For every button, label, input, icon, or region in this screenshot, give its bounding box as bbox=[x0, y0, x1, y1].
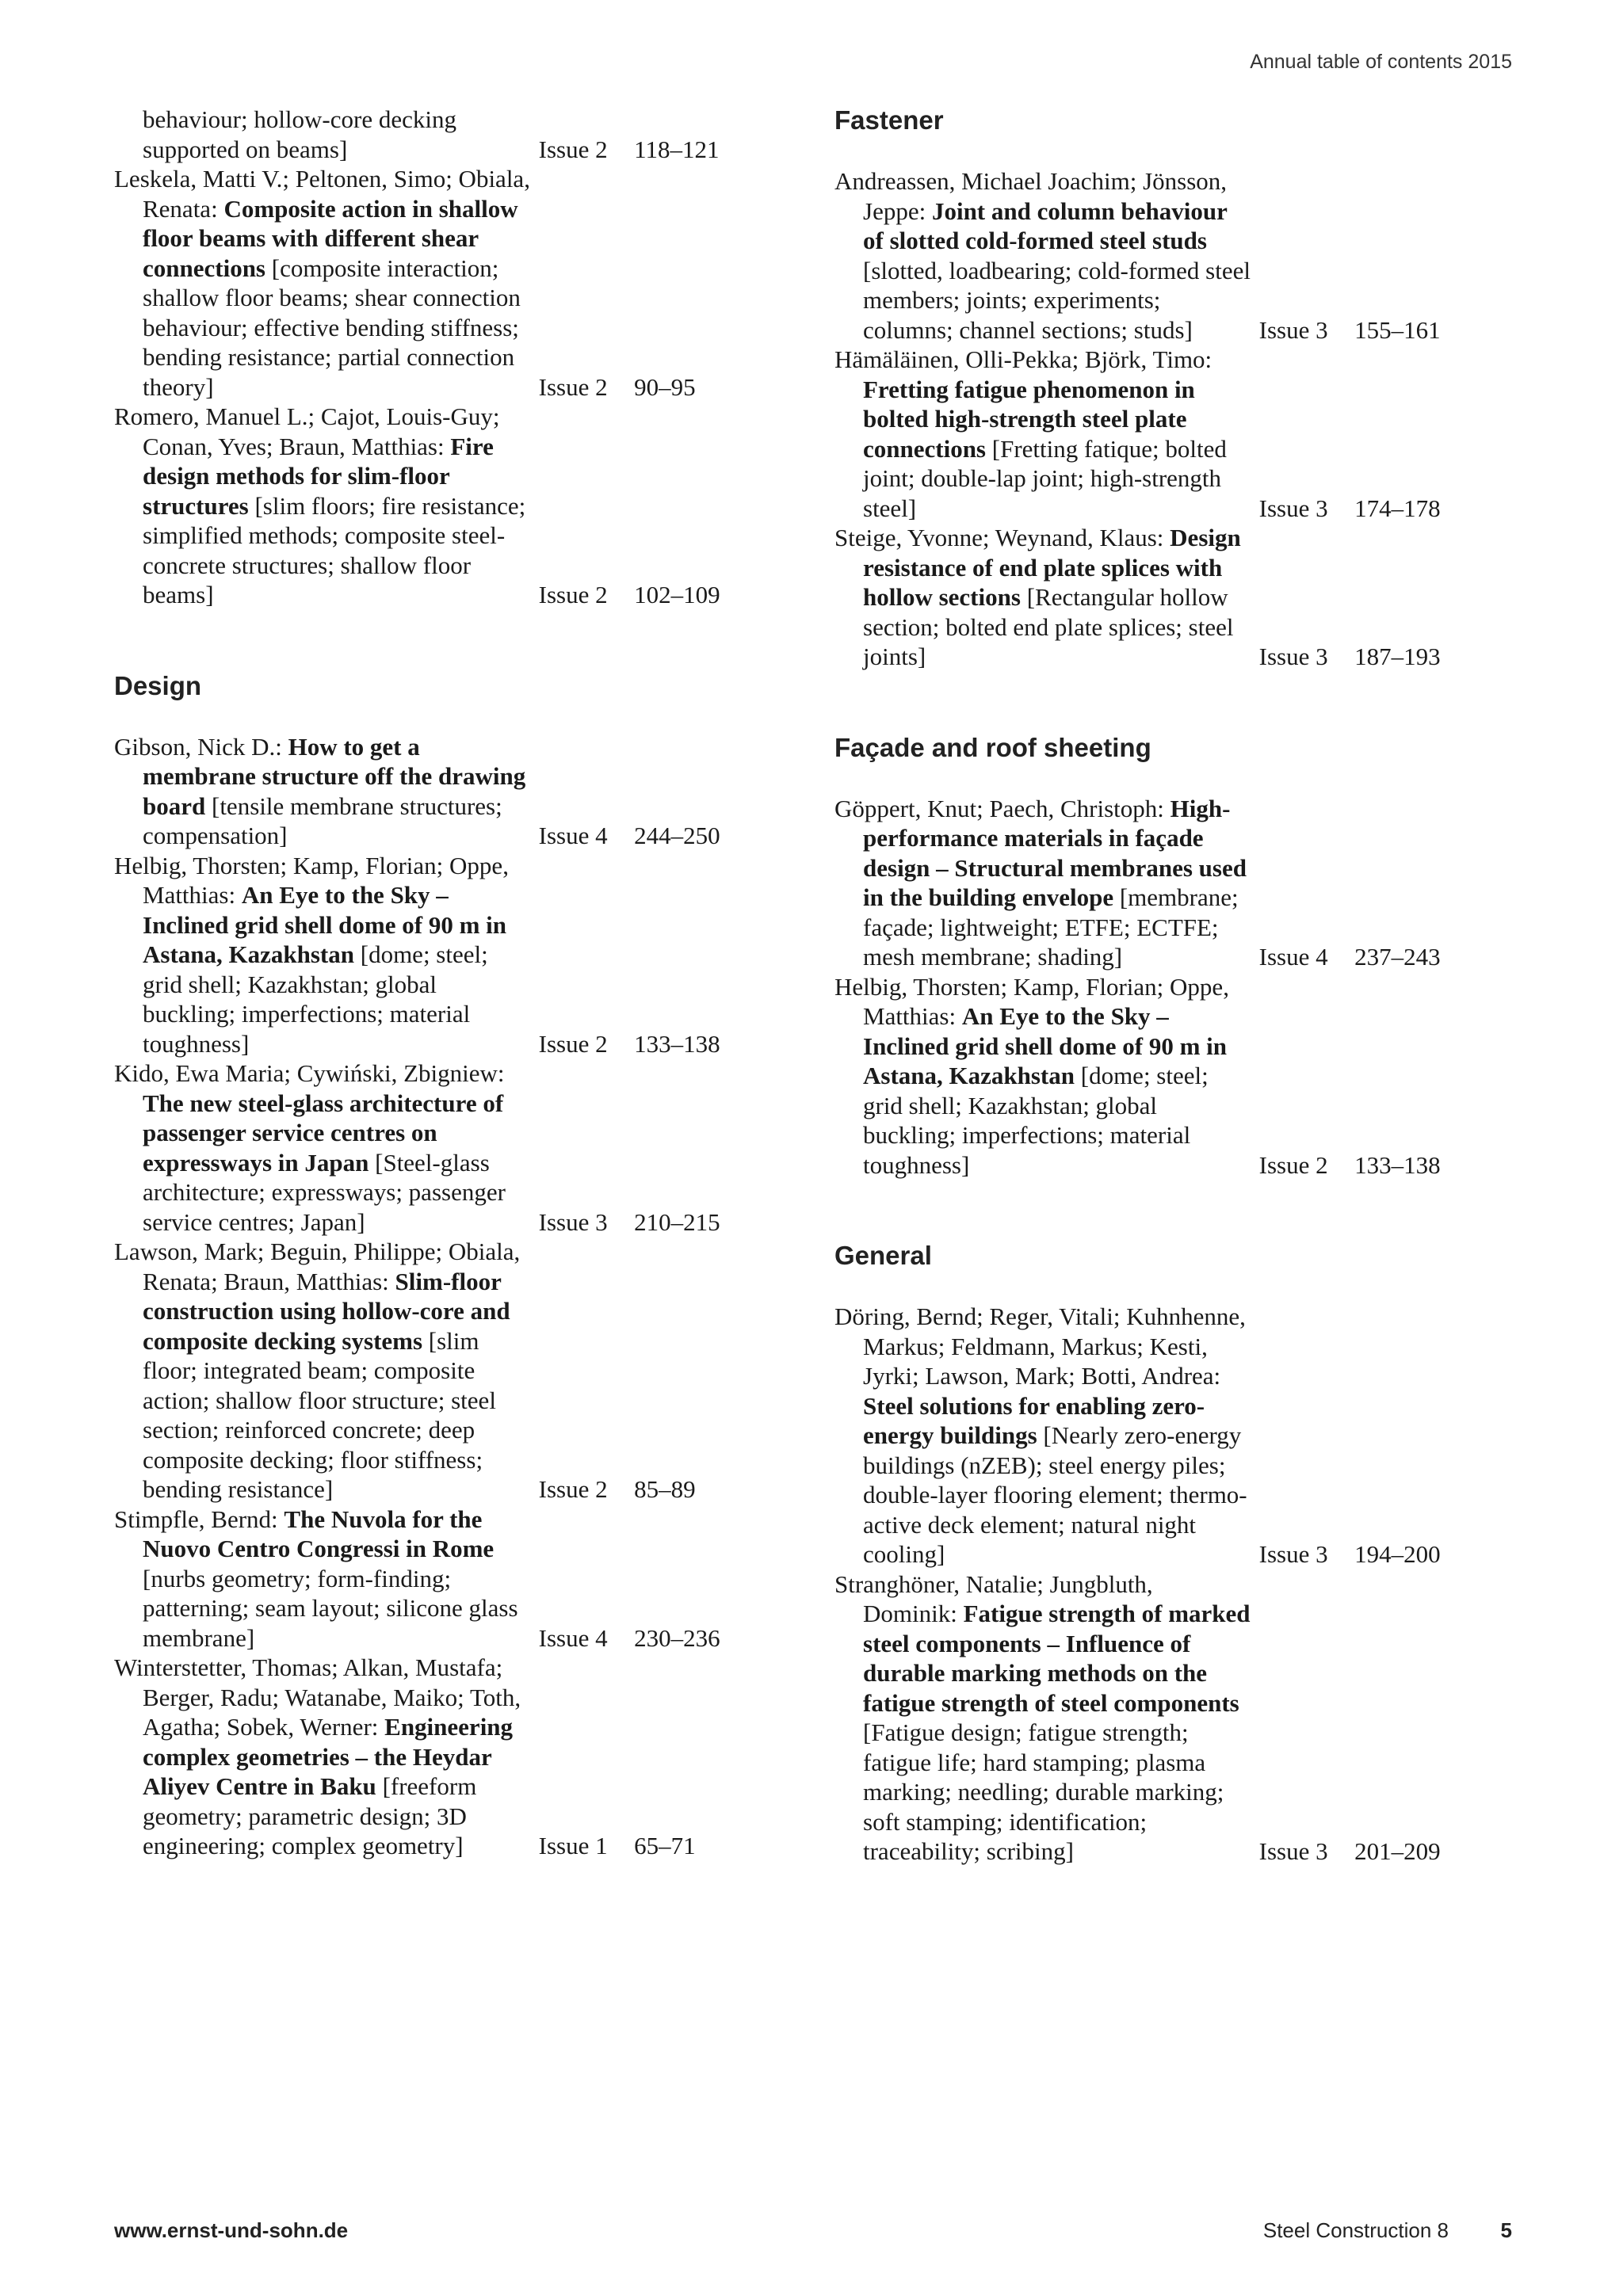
entry-keywords: [membrane; façade; lightweight; ETFE; ECTFE; mesh membrane; shading] bbox=[863, 883, 1239, 971]
section-facade bbox=[834, 732, 1461, 1180]
entry-title: An Eye to the Sky – Inclined grid shell dome of 90 m in Astana, Kazakhstan bbox=[863, 1002, 1228, 1089]
toc-entry bbox=[114, 164, 740, 402]
toc-entry bbox=[834, 345, 1461, 523]
section-heading: Design bbox=[114, 670, 202, 700]
toc-entry bbox=[834, 166, 1461, 345]
entry-issue: Issue 3 bbox=[1258, 494, 1328, 522]
entry-authors: Helbig, Thorsten; Kamp, Florian; Oppe, Matthias: bbox=[834, 972, 1229, 1030]
entry-title: Composite action in shallow floor beams with different shear connections bbox=[143, 194, 518, 282]
entry-authors: Lawson, Mark; Beguin, Philippe; Obiala, Renata; Braun, Matthias: bbox=[114, 1238, 521, 1295]
left-column bbox=[114, 105, 740, 1861]
entry-keywords: [dome; steel; grid shell; Kazakhstan; global buckling; imperfections; material toughness] bbox=[863, 1062, 1209, 1179]
entry-list-design bbox=[114, 732, 740, 1861]
entry-keywords: [slotted, loadbearing; cold-formed steel members; joints; experiments; columns; channel sections; studs] bbox=[863, 256, 1251, 344]
toc-entry bbox=[114, 1505, 740, 1653]
section-heading: Fastener bbox=[834, 105, 944, 135]
toc-entry bbox=[834, 1569, 1461, 1867]
entry-issue: Issue 3 bbox=[1258, 1540, 1328, 1568]
page-number: 5 bbox=[1500, 2218, 1512, 2242]
entry-text bbox=[834, 972, 1251, 1180]
entry-text bbox=[834, 166, 1251, 345]
entry-text bbox=[114, 732, 531, 851]
entry-pages: 174–178 bbox=[1354, 494, 1441, 522]
toc-entry bbox=[114, 732, 740, 851]
running-head: Annual table of contents 2015 bbox=[1250, 51, 1512, 73]
entry-pages: 244–250 bbox=[634, 822, 720, 849]
entry-authors: Steige, Yvonne; Weynand, Klaus: bbox=[834, 524, 1170, 551]
entry-text bbox=[114, 164, 531, 402]
toc-entry bbox=[834, 972, 1461, 1180]
toc-entry bbox=[114, 402, 740, 610]
entry-keywords: [composite interaction; shallow floor beams; shear connection behaviour; effective bending stiffness; bending resistance; partial connection theory] bbox=[143, 254, 521, 401]
toc-entry bbox=[114, 1058, 740, 1237]
entry-authors: Helbig, Thorsten; Kamp, Florian; Oppe, Matthias: bbox=[114, 851, 509, 909]
toc-entry bbox=[834, 794, 1461, 972]
entry-issue: Issue 2 bbox=[538, 135, 608, 163]
entry-authors: Leskela, Matti V.; Peltonen, Simo; Obiala, Renata: bbox=[114, 165, 530, 223]
entry-text bbox=[834, 523, 1251, 672]
entry-pages: 237–243 bbox=[1354, 943, 1441, 971]
entry-pages: 155–161 bbox=[1354, 315, 1441, 344]
entry-issue: Issue 4 bbox=[1258, 943, 1328, 971]
entry-keywords: [Fatigue design; fatigue strength; fatigue life; hard stamping; plasma marking; needling; durable marking; soft stamping; identification; traceability; scribing] bbox=[863, 1718, 1224, 1865]
entry-title: Engineering complex geometries – the Heydar Aliyev Centre in Baku bbox=[143, 1713, 514, 1800]
entry-issue: Issue 2 bbox=[538, 1029, 608, 1058]
entry-keywords: [slim floors; fire resistance; simplified methods; composite steel-concrete structures; shallow floor beams] bbox=[143, 491, 526, 608]
entry-title: Joint and column behaviour of slotted cold-formed steel studs bbox=[863, 196, 1228, 254]
entry-text bbox=[114, 402, 531, 610]
entry-issue: Issue 2 bbox=[538, 581, 608, 608]
entry-issue: Issue 4 bbox=[538, 1623, 608, 1652]
section-design bbox=[114, 670, 740, 1861]
entry-issue: Issue 3 bbox=[538, 1207, 608, 1236]
entry-pages: 133–138 bbox=[1354, 1150, 1441, 1179]
entry-pages: 201–209 bbox=[1354, 1837, 1441, 1865]
entry-pages: 187–193 bbox=[1354, 643, 1441, 670]
section-heading: Façade and roof sheeting bbox=[834, 732, 1151, 762]
entry-title: Slim-floor construction using hollow-core and composite decking systems bbox=[143, 1267, 510, 1355]
entry-issue: Issue 2 bbox=[1258, 1150, 1328, 1179]
entry-text bbox=[114, 1505, 531, 1653]
entry-authors: Hämäläinen, Olli-Pekka; Björk, Timo: bbox=[834, 345, 1212, 373]
entry-text bbox=[834, 1302, 1251, 1569]
toc-entry-continued bbox=[114, 105, 740, 164]
entry-authors: Stranghöner, Natalie; Jungbluth, Dominik: bbox=[834, 1569, 1153, 1627]
entry-pages: 133–138 bbox=[634, 1029, 720, 1058]
entry-title: How to get a membrane structure off the drawing board bbox=[143, 732, 526, 820]
entry-pages: 102–109 bbox=[634, 581, 720, 608]
entry-pages: 210–215 bbox=[634, 1207, 720, 1236]
footer-url[interactable]: www.ernst-und-sohn.de bbox=[114, 2218, 349, 2242]
entry-text bbox=[114, 1653, 531, 1861]
entry-text bbox=[114, 1058, 531, 1237]
entry-list-cont bbox=[114, 164, 740, 610]
entry-title: The Nuvola for the Nuovo Centro Congressi in Rome bbox=[143, 1505, 495, 1562]
entry-keywords: [Nearly zero-energy buildings (nZEB); steel energy piles; double-layer flooring element; thermo-active deck element; natural night cooling] bbox=[863, 1421, 1247, 1568]
entry-text bbox=[834, 345, 1251, 523]
section-fastener bbox=[834, 105, 1461, 672]
entry-authors: Gibson, Nick D.: bbox=[114, 732, 288, 761]
entry-title: Fatigue strength of marked steel components – Influence of durable marking methods on the fatigue strength of steel components bbox=[863, 1600, 1251, 1717]
entry-authors: Kido, Ewa Maria; Cywiński, Zbigniew: bbox=[114, 1059, 505, 1087]
entry-text bbox=[834, 794, 1251, 972]
footer-journal: Steel Construction 8 bbox=[1262, 2218, 1449, 2242]
entry-list-general bbox=[834, 1302, 1461, 1867]
entry-pages: 90–95 bbox=[634, 372, 696, 401]
toc-entry bbox=[834, 1302, 1461, 1569]
entry-issue: Issue 3 bbox=[1258, 315, 1328, 344]
toc-entry bbox=[834, 523, 1461, 672]
section-heading: General bbox=[834, 1241, 932, 1270]
entry-authors: Winterstetter, Thomas; Alkan, Mustafa; Berger, Radu; Watanabe, Maiko; Toth, Agatha; Sobek, Werner: bbox=[114, 1653, 521, 1741]
entry-text bbox=[114, 1237, 531, 1505]
toc-entry bbox=[114, 1653, 740, 1861]
entry-pages: 118–121 bbox=[634, 135, 720, 163]
right-column bbox=[834, 105, 1461, 1867]
entry-authors: Andreassen, Michael Joachim; Jönsson, Jeppe: bbox=[834, 167, 1228, 225]
section-general bbox=[834, 1240, 1461, 1867]
entry-text bbox=[114, 851, 531, 1059]
entry-issue: Issue 3 bbox=[1258, 1837, 1328, 1865]
entry-keywords: [nurbs geometry; form-finding; patterning; seam layout; silicone glass membrane] bbox=[143, 1564, 518, 1652]
entry-pages: 230–236 bbox=[634, 1623, 720, 1652]
entry-authors: Döring, Bernd; Reger, Vitali; Kuhnhenne, Markus; Feldmann, Markus; Kesti, Jyrki; Lawson, Mark; Botti, Andrea: bbox=[834, 1302, 1246, 1390]
entry-issue: Issue 1 bbox=[538, 1832, 608, 1859]
entry-title: Design resistance of end plate splices with hollow sections bbox=[863, 524, 1241, 611]
entry-keywords: [freeform geometry; parametric design; 3D engineering; complex geometry] bbox=[143, 1772, 477, 1859]
entry-issue: Issue 4 bbox=[538, 822, 608, 849]
entry-keywords: [dome; steel; grid shell; Kazakhstan; global buckling; imperfections; material toughness] bbox=[143, 940, 488, 1058]
entry-keywords: [Steel-glass architecture; expressways; passenger service centres; Japan] bbox=[143, 1148, 506, 1236]
entry-title: Fire design methods for slim-floor structures bbox=[143, 432, 494, 520]
toc-entry bbox=[114, 1237, 740, 1505]
toc-entry bbox=[114, 851, 740, 1059]
entry-title: Fretting fatigue phenomenon in bolted high-strength steel plate connections bbox=[863, 375, 1195, 463]
entry-authors: Romero, Manuel L.; Cajot, Louis-Guy; Conan, Yves; Braun, Matthias: bbox=[114, 402, 500, 460]
entry-keywords: [tensile membrane structures; compensation] bbox=[143, 791, 502, 849]
entry-title: Steel solutions for enabling zero-energy buildings bbox=[863, 1391, 1205, 1449]
entry-title: High-performance materials in façade design – Structural membranes used in the building envelope bbox=[863, 794, 1247, 911]
entry-issue: Issue 3 bbox=[1258, 643, 1328, 670]
entry-list-fastener bbox=[834, 166, 1461, 672]
entry-keywords: [Fretting fatique; bolted joint; double-lap joint; high-strength steel] bbox=[863, 434, 1227, 522]
entry-authors: Göppert, Knut; Paech, Christoph: bbox=[834, 794, 1170, 822]
entry-title: The new steel-glass architecture of passenger service centres on expressways in Japan bbox=[143, 1089, 504, 1177]
entry-issue: Issue 2 bbox=[538, 372, 608, 401]
entry-pages: 85–89 bbox=[634, 1475, 696, 1503]
entry-pages: 65–71 bbox=[634, 1832, 696, 1859]
entry-issue: Issue 2 bbox=[538, 1475, 608, 1503]
entry-pages: 194–200 bbox=[1354, 1540, 1441, 1568]
entry-keywords: [Rectangular hollow section; bolted end plate splices; steel joints] bbox=[863, 583, 1234, 670]
entry-title: An Eye to the Sky – Inclined grid shell dome of 90 m in Astana, Kazakhstan bbox=[143, 881, 507, 968]
entry-authors: Stimpfle, Bernd: bbox=[114, 1505, 285, 1533]
entry-keywords: [slim floor; integrated beam; composite action; shallow floor structure; steel section; reinforced concrete; deep composite decking; floor stiffness; bending resistance] bbox=[143, 1326, 496, 1503]
entry-list-facade bbox=[834, 794, 1461, 1180]
entry-text bbox=[834, 1569, 1251, 1867]
entry-text: behaviour; hollow-core decking supported on beams] bbox=[143, 105, 456, 163]
